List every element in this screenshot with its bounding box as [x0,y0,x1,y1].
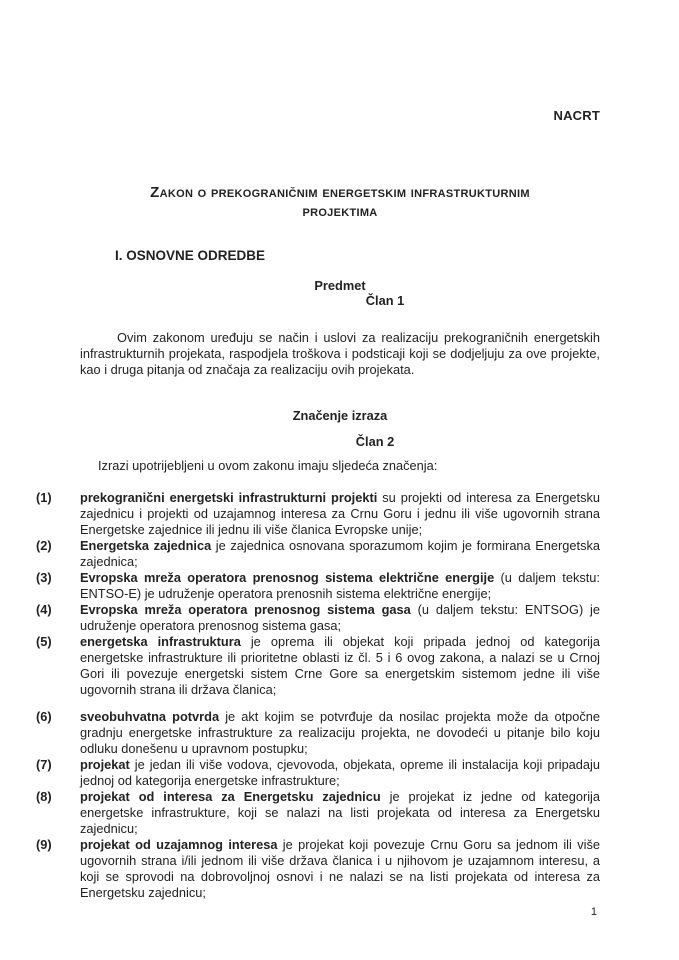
article-1-paragraph: Ovim zakonom uređuju se način i uslovi za realizaciju prekograničnih energetskih infrastrukturnih projekata, raspodjela troškova i podsticaji koji se dodjeljuju za ove projekte, kao i druga pitanja od značaja za realizaciju ovih projekata. [80,330,600,377]
title-line-1: Zakon o prekograničnim energetskim infrastrukturnim [150,184,530,201]
definition-item-7 [36,757,600,789]
definition-term: projekat [80,757,130,772]
definition-item-5 [36,634,600,698]
definition-item-8 [36,789,600,837]
definition-item-6 [36,709,600,757]
definition-item-1 [36,490,600,538]
definition-term: Evropska mreža operatora prenosnog sistema gasa [80,602,411,617]
definition-term: Energetska zajednica [80,538,212,553]
definition-term: Evropska mreža operatora prenosnog sistema električne energije [80,570,495,585]
article-1-heading: Član 1 [365,293,405,308]
definition-text: su projekti od interesa za Energetsku zajednicu i projekti od uzajamnog interesa za Crnu Goru i jednu ili više ugovornih strana Energetske zajednice ili jednu ili više članica Evropske unije; [80,490,600,537]
definition-text: je akt kojim se potvrđuje da nosilac projekta može da otpočne gradnju energetske infrastrukture za realizaciju projekta, ne dovodeći u pitanje bilo koju odluku donešenu u upravnom postupku; [80,709,601,756]
definition-number: (4) [36,602,52,617]
definition-text: je oprema ili objekat koji pripada jednoj od kategorija energetske infrastrukture ili prioritetne oblasti iz čl. 5 i 6 ovog zakona, a nalazi se u Crnoj Gori ili povezuje energetski sistem Crne Gore sa energetskim sistemom jedne ili više ugovornih strana ili država članica; [80,634,600,697]
definition-body [80,837,600,901]
definition-number: (9) [36,837,52,852]
document-title [80,183,600,221]
definition-number: (2) [36,538,52,553]
definition-number: (3) [36,570,52,585]
definition-item-3 [36,570,600,602]
title-line-2: projektima [302,203,378,220]
definition-number: (8) [36,789,52,804]
definition-body [80,709,600,757]
document-content [0,108,679,901]
definition-number: (5) [36,634,52,649]
definition-term: projekat od uzajamnog interesa [80,837,278,852]
definition-body [80,634,600,698]
definition-number: (7) [36,757,52,772]
definition-body [80,570,600,602]
definition-text: je projekat iz jedne od kategorija energetske infrastrukture, koji se nalazi na listi projekata od interesa za Energetsku zajednicu; [80,789,601,836]
definition-body [80,602,600,634]
definition-text: (u daljem tekstu: ENTSO-E) je udruženje operatora prenosnih sistema električne energije; [80,570,600,601]
definition-body [80,789,600,837]
definition-body [80,757,600,789]
article-2-heading: Član 2 [355,434,395,449]
definition-body [80,538,600,570]
definition-item-4 [36,602,600,634]
definition-number: (6) [36,709,52,724]
definition-item-9 [36,837,600,901]
page-number: 1 [590,906,597,918]
section-heading: I. OSNOVNE ODREDBE [115,248,266,263]
definitions-heading: Značenje izraza [292,408,388,423]
definition-text: je projekat koji povezuje Crnu Goru sa jednom ili više ugovornih strana i/ili jednom ili više država članica i u njihovom je uzajamnom interesu, a koji se sprovodi na dobrovoljnoj osnovi i ne nalazi se na listi projekata od interesa za Energetsku zajednicu; [80,837,600,900]
subject-heading: Predmet [314,278,366,293]
definition-text: je zajednica osnovana sporazumom kojim je formirana Energetska zajednica; [80,538,600,569]
definition-term: projekat od interesa za Energetsku zajednicu [80,789,381,804]
definitions-intro: Izrazi upotrijebljeni u ovom zakonu imaju sljedeća značenja: [98,458,438,473]
definition-text: (u daljem tekstu: ENTSOG) je udruženje operatora prenosnog sistema gasa; [80,602,601,633]
definition-term: prekogranični energetski infrastrukturni projekti [80,490,378,505]
definition-number: (1) [36,490,52,505]
definition-term: energetska infrastruktura [80,634,241,649]
definition-item-2 [36,538,600,570]
definitions-list [36,490,600,901]
definition-body [80,490,600,538]
draft-label: NACRT [553,108,600,123]
definition-term: sveobuhvatna potvrda [80,709,220,724]
definition-text: je jedan ili više vodova, cjevovoda, objekata, opreme ili instalacija koji pripadaju jednoj od kategorija energetske infrastrukture; [80,757,600,788]
